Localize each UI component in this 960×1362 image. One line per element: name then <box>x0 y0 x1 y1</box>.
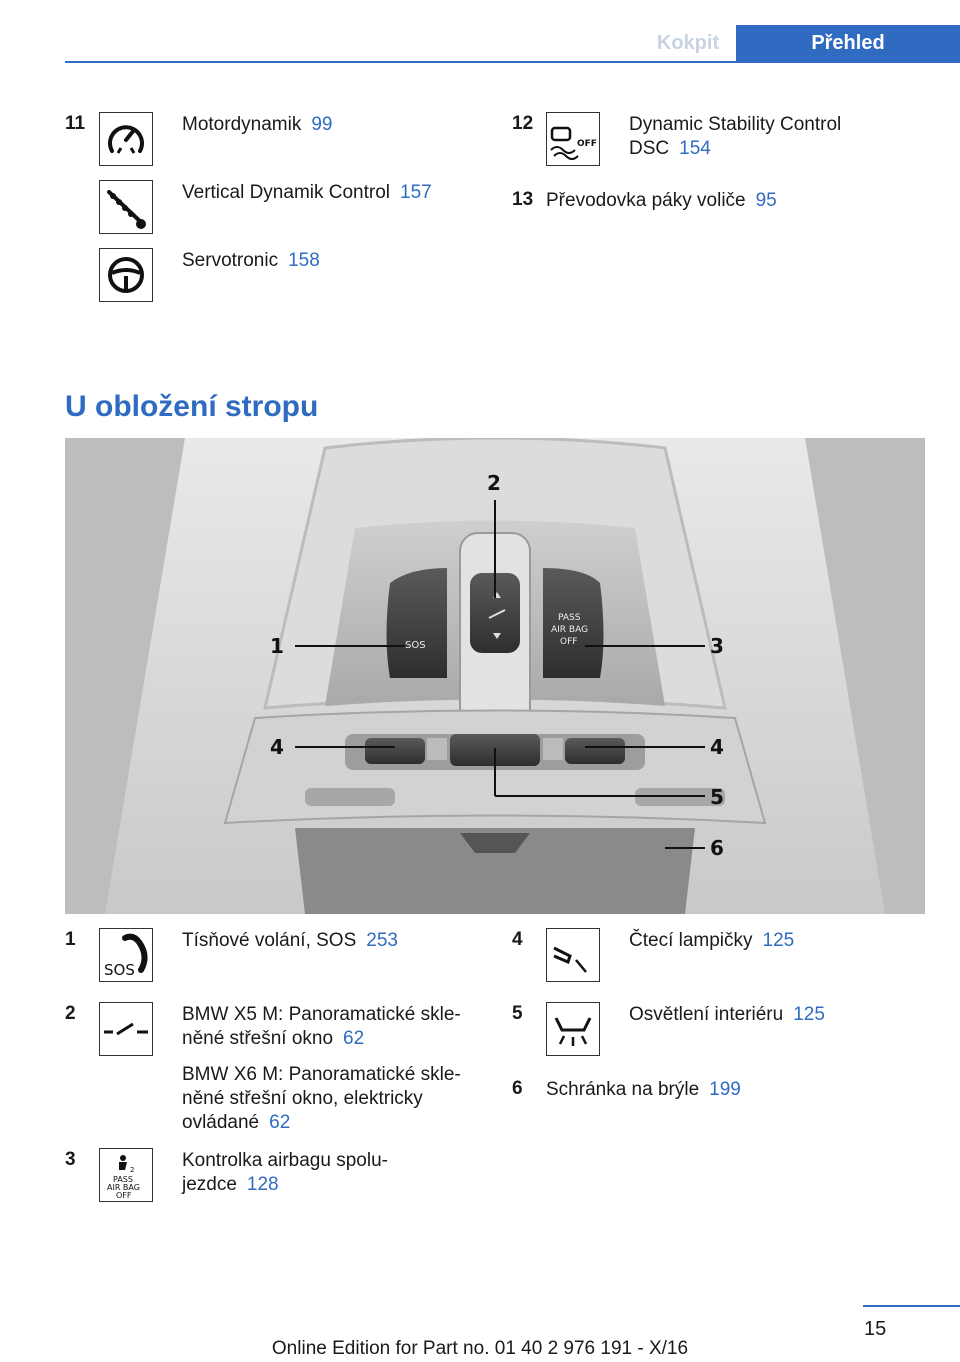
dsc-off-icon <box>546 112 600 166</box>
svg-text:PASS: PASS <box>113 1175 133 1184</box>
svg-text:OFF: OFF <box>577 139 597 149</box>
page-ref[interactable]: 253 <box>366 930 398 951</box>
page-ref[interactable]: 62 <box>343 1028 365 1049</box>
item-interior-light: Osvětlení interiéru 125 <box>629 1004 825 1025</box>
svg-text:AIR BAG: AIR BAG <box>107 1183 140 1192</box>
page-number: 15 <box>864 1318 887 1340</box>
item-number-2: 2 <box>65 1003 76 1024</box>
sos-phone-icon <box>99 928 153 982</box>
sunroof-icon <box>99 1002 153 1056</box>
item-vertical-dynamik: Vertical Dynamik Control 157 <box>182 182 432 203</box>
svg-text:2: 2 <box>130 1166 135 1174</box>
item-servotronic: Servotronic 158 <box>182 250 320 271</box>
footer-edition: Online Edition for Part no. 01 40 2 976 191 - X/16 <box>271 1338 689 1359</box>
motordynamik-icon <box>99 112 153 166</box>
item-reading-lamp: Čtecí lampičky 125 <box>629 930 795 951</box>
photo-callout-6: 6 <box>710 836 724 860</box>
item-number-1: 1 <box>65 929 76 950</box>
vertical-dynamik-icon <box>99 180 153 234</box>
photo-callout-4-right: 4 <box>710 735 724 759</box>
passenger-airbag-off-icon <box>99 1148 153 1202</box>
sos-icon-label: SOS <box>104 961 135 979</box>
item-airbag: Kontrolka airbagu spolu- jezdce 128 <box>182 1150 388 1195</box>
page-ref[interactable]: 99 <box>311 114 333 135</box>
item-motordynamik: Motordynamik 99 <box>182 114 333 135</box>
page-ref[interactable]: 125 <box>762 930 795 951</box>
photo-sos-label: SOS <box>405 640 426 651</box>
item-sunroof: BMW X5 M: Panoramatické skle- něné střešní okno 62 BMW X6 M: Panoramatické skle- něné střešní okno, elektricky ovládané 62 <box>182 1004 461 1133</box>
item-prevodovka: Převodovka páky voliče 95 <box>546 190 777 211</box>
item-dsc: Dynamic Stability Control DSC 154 <box>629 114 842 159</box>
photo-pass-label-3: OFF <box>560 637 578 647</box>
page-ref[interactable]: 125 <box>793 1004 825 1025</box>
item-glasses-box: Schránka na brýle 199 <box>546 1079 741 1100</box>
item-sos: Tísňové volání, SOS 253 <box>182 930 398 951</box>
photo-callout-4-left: 4 <box>270 735 284 759</box>
item-number-6: 6 <box>512 1078 523 1099</box>
steering-wheel-icon <box>99 248 153 302</box>
item-number-13: 13 <box>512 189 534 210</box>
page-ref[interactable]: 199 <box>709 1079 741 1100</box>
page-ref[interactable]: 128 <box>246 1174 279 1195</box>
item-number-4: 4 <box>512 929 523 950</box>
item-number-5: 5 <box>512 1003 523 1024</box>
page-ref[interactable]: 154 <box>679 138 711 159</box>
footer-divider <box>863 1305 960 1307</box>
photo-callout-3: 3 <box>710 634 724 658</box>
reading-lamp-icon <box>546 928 600 982</box>
svg-text:OFF: OFF <box>116 1191 132 1200</box>
page-ref[interactable]: 157 <box>400 182 432 203</box>
item-number-11: 11 <box>65 113 86 134</box>
photo-callout-1: 1 <box>270 634 284 658</box>
item-number-3: 3 <box>65 1149 76 1170</box>
tab-prehled[interactable]: Přehled <box>736 25 960 62</box>
ceiling-console-photo <box>65 438 925 914</box>
tab-kokpit[interactable]: Kokpit <box>656 32 720 54</box>
page-ref[interactable]: 62 <box>269 1112 291 1133</box>
photo-callout-5: 5 <box>710 785 724 809</box>
interior-light-icon <box>546 1002 600 1056</box>
page-ref[interactable]: 158 <box>288 250 320 271</box>
header-tabs <box>640 25 960 62</box>
item-number-12: 12 <box>512 113 534 134</box>
page-ref[interactable]: 95 <box>755 190 777 211</box>
section-title: U obložení stropu <box>65 390 319 423</box>
photo-callout-2: 2 <box>487 471 501 495</box>
photo-pass-label-2: AIR BAG <box>551 625 589 635</box>
header-divider <box>65 61 960 63</box>
photo-pass-label-1: PASS <box>558 613 581 623</box>
